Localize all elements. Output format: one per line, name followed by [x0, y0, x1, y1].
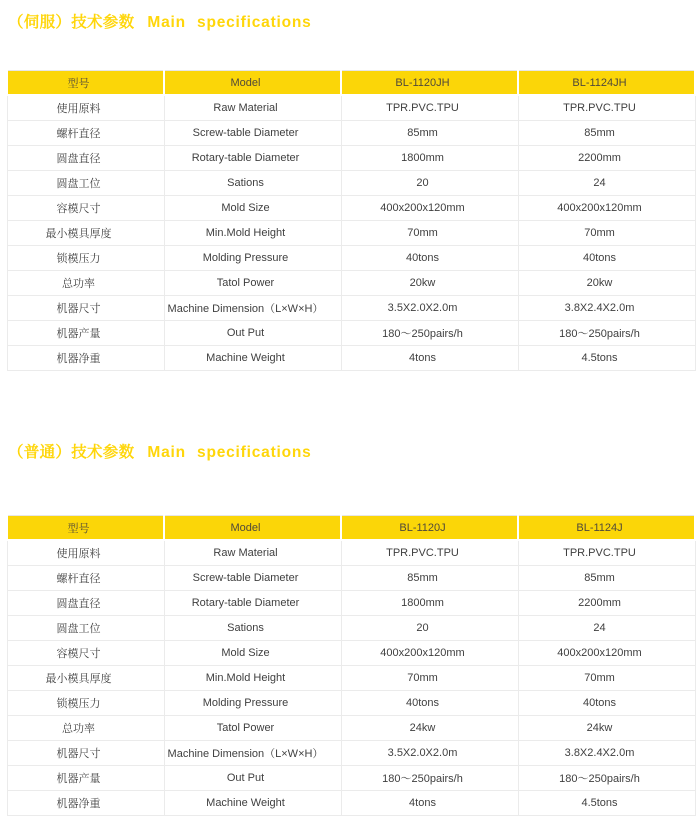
section-title-standard-cn: （普通）技术参数 — [8, 444, 135, 461]
table-row — [7, 540, 695, 566]
section-title-servo-en: Main specifications — [147, 14, 312, 31]
cell-col2: Tatol Power — [164, 716, 341, 741]
cell-col2: Machine Weight — [164, 346, 341, 371]
section-standard-specs — [0, 443, 700, 816]
cell-col1: 容模尺寸 — [7, 641, 164, 666]
spec-table-standard — [6, 515, 696, 816]
cell-col1: 圆盘工位 — [7, 616, 164, 641]
cell-col3: 20 — [341, 616, 518, 641]
table-row — [7, 296, 695, 321]
cell-col3: 3.5X2.0X2.0m — [341, 741, 518, 766]
cell-col3: 40tons — [341, 691, 518, 716]
cell-col2: Screw-table Diameter — [164, 566, 341, 591]
cell-col4: 85mm — [518, 566, 695, 591]
cell-col3: 1800mm — [341, 146, 518, 171]
cell-col1: 螺杆直径 — [7, 121, 164, 146]
cell-col2: Molding Pressure — [164, 246, 341, 271]
cell-col3: 400x200x120mm — [341, 641, 518, 666]
cell-col1: 机器产量 — [7, 766, 164, 791]
cell-col4: 3.8X2.4X2.0m — [518, 296, 695, 321]
section-servo-specs — [0, 13, 700, 371]
table-header-row — [7, 71, 695, 96]
cell-col3: 1800mm — [341, 591, 518, 616]
table-row — [7, 591, 695, 616]
cell-col2: Mold Size — [164, 641, 341, 666]
cell-col2: Molding Pressure — [164, 691, 341, 716]
cell-col2: Machine Dimension（L×W×H） — [164, 296, 341, 321]
cell-col1: 圆盘直径 — [7, 591, 164, 616]
cell-col1: 锁模压力 — [7, 691, 164, 716]
cell-col1: 机器净重 — [7, 791, 164, 816]
table-row — [7, 766, 695, 791]
cell-col1: 总功率 — [7, 271, 164, 296]
header-cell-model-en: Model — [164, 516, 341, 541]
cell-col1: 圆盘工位 — [7, 171, 164, 196]
cell-col3: TPR.PVC.TPU — [341, 95, 518, 121]
cell-col2: Mold Size — [164, 196, 341, 221]
table-row — [7, 271, 695, 296]
cell-col4: 4.5tons — [518, 346, 695, 371]
cell-col4: 400x200x120mm — [518, 641, 695, 666]
cell-col1: 容模尺寸 — [7, 196, 164, 221]
table-row — [7, 196, 695, 221]
cell-col3: 400x200x120mm — [341, 196, 518, 221]
cell-col4: 70mm — [518, 221, 695, 246]
cell-col1: 机器尺寸 — [7, 296, 164, 321]
cell-col3: 3.5X2.0X2.0m — [341, 296, 518, 321]
cell-col2: Tatol Power — [164, 271, 341, 296]
cell-col3: 24kw — [341, 716, 518, 741]
cell-col4: 24 — [518, 171, 695, 196]
cell-col4: 2200mm — [518, 591, 695, 616]
cell-col3: 20 — [341, 171, 518, 196]
cell-col2: Min.Mold Height — [164, 666, 341, 691]
cell-col3: 85mm — [341, 121, 518, 146]
cell-col4: 24kw — [518, 716, 695, 741]
cell-col3: 85mm — [341, 566, 518, 591]
header-cell-model-b: BL-1124J — [518, 516, 695, 541]
cell-col3: 70mm — [341, 666, 518, 691]
cell-col1: 螺杆直径 — [7, 566, 164, 591]
cell-col4: 4.5tons — [518, 791, 695, 816]
cell-col1: 机器尺寸 — [7, 741, 164, 766]
cell-col4: TPR.PVC.TPU — [518, 95, 695, 121]
section-title-servo-cn: （伺服）技术参数 — [8, 14, 135, 31]
cell-col1: 使用原料 — [7, 540, 164, 566]
table-row — [7, 246, 695, 271]
cell-col1: 圆盘直径 — [7, 146, 164, 171]
section-title-standard — [8, 443, 700, 463]
table-row — [7, 321, 695, 346]
cell-col2: Out Put — [164, 321, 341, 346]
table-row — [7, 791, 695, 816]
cell-col4: 2200mm — [518, 146, 695, 171]
cell-col4: 180～250pairs/h — [518, 321, 695, 346]
cell-col3: 180～250pairs/h — [341, 766, 518, 791]
table-row — [7, 121, 695, 146]
cell-col2: Raw Material — [164, 540, 341, 566]
header-cell-model-a: BL-1120J — [341, 516, 518, 541]
table-row — [7, 616, 695, 641]
cell-col4: 180～250pairs/h — [518, 766, 695, 791]
table-header-row — [7, 516, 695, 541]
cell-col1: 最小模具厚度 — [7, 666, 164, 691]
table-row — [7, 641, 695, 666]
cell-col2: Machine Weight — [164, 791, 341, 816]
table-row — [7, 716, 695, 741]
cell-col4: 40tons — [518, 246, 695, 271]
cell-col2: Rotary-table Diameter — [164, 146, 341, 171]
cell-col2: Sations — [164, 616, 341, 641]
spec-table-servo — [6, 70, 696, 371]
header-cell-model-cn: 型号 — [7, 71, 164, 96]
cell-col4: 3.8X2.4X2.0m — [518, 741, 695, 766]
cell-col1: 机器净重 — [7, 346, 164, 371]
cell-col3: 180～250pairs/h — [341, 321, 518, 346]
cell-col4: TPR.PVC.TPU — [518, 540, 695, 566]
cell-col1: 总功率 — [7, 716, 164, 741]
header-cell-model-cn: 型号 — [7, 516, 164, 541]
table-row — [7, 95, 695, 121]
table-row — [7, 566, 695, 591]
cell-col2: Screw-table Diameter — [164, 121, 341, 146]
table-row — [7, 741, 695, 766]
header-cell-model-en: Model — [164, 71, 341, 96]
cell-col2: Min.Mold Height — [164, 221, 341, 246]
section-title-standard-en: Main specifications — [147, 444, 312, 461]
cell-col2: Rotary-table Diameter — [164, 591, 341, 616]
table-row — [7, 171, 695, 196]
cell-col1: 使用原料 — [7, 95, 164, 121]
cell-col3: 40tons — [341, 246, 518, 271]
cell-col4: 85mm — [518, 121, 695, 146]
cell-col4: 40tons — [518, 691, 695, 716]
table-row — [7, 691, 695, 716]
cell-col3: 70mm — [341, 221, 518, 246]
cell-col3: TPR.PVC.TPU — [341, 540, 518, 566]
header-cell-model-b: BL-1124JH — [518, 71, 695, 96]
cell-col2: Sations — [164, 171, 341, 196]
cell-col1: 最小模具厚度 — [7, 221, 164, 246]
table-row — [7, 666, 695, 691]
cell-col3: 4tons — [341, 346, 518, 371]
cell-col4: 20kw — [518, 271, 695, 296]
section-title-servo — [8, 13, 700, 33]
cell-col4: 70mm — [518, 666, 695, 691]
table-body-servo — [7, 95, 695, 371]
cell-col2: Out Put — [164, 766, 341, 791]
header-cell-model-a: BL-1120JH — [341, 71, 518, 96]
cell-col2: Raw Material — [164, 95, 341, 121]
table-row — [7, 346, 695, 371]
cell-col4: 24 — [518, 616, 695, 641]
cell-col1: 锁模压力 — [7, 246, 164, 271]
cell-col2: Machine Dimension（L×W×H） — [164, 741, 341, 766]
cell-col3: 4tons — [341, 791, 518, 816]
table-row — [7, 146, 695, 171]
cell-col3: 20kw — [341, 271, 518, 296]
cell-col4: 400x200x120mm — [518, 196, 695, 221]
table-body-standard — [7, 540, 695, 816]
table-row — [7, 221, 695, 246]
cell-col1: 机器产量 — [7, 321, 164, 346]
